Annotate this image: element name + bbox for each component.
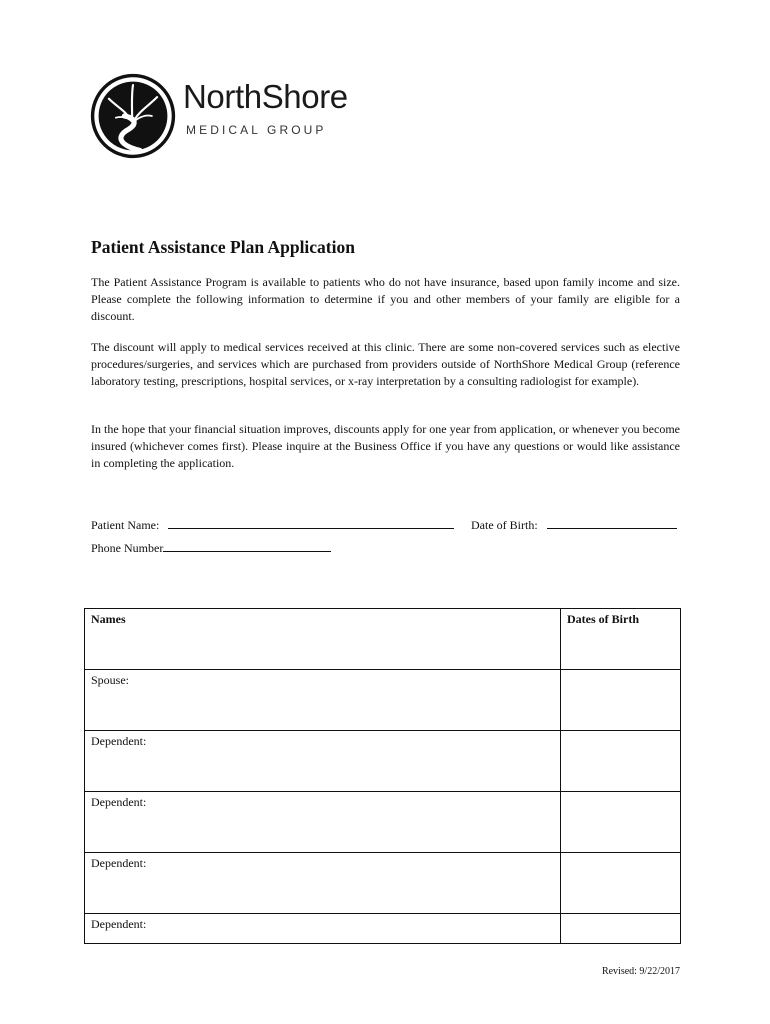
tree-road-emblem-icon [90, 73, 176, 159]
dob-row [471, 516, 677, 533]
dates-of-birth-header: Dates of Birth [561, 609, 681, 670]
dependent-name-cell[interactable] [85, 731, 561, 792]
row-label: Spouse: [91, 673, 130, 687]
dependent-name-cell[interactable] [85, 792, 561, 853]
revised-date: Revised: 9/22/2017 [601, 966, 680, 977]
patient-name-label: Patient Name: [91, 518, 160, 532]
intro-paragraph: The Patient Assistance Program is available to patients who do not have insurance, based upon family income and size. Please complete the following information to determine if you and other members of your family are eligible for a discount. [91, 275, 680, 323]
phone-row [91, 539, 331, 556]
patient-name-row [91, 516, 454, 533]
table-row [85, 731, 681, 792]
dependent-dob-cell[interactable] [561, 792, 681, 853]
brand-subtitle: MEDICAL GROUP [186, 123, 327, 137]
spouse-name-cell[interactable] [85, 670, 561, 731]
patient-name-field[interactable] [168, 516, 454, 529]
page-title: Patient Assistance Plan Application [91, 237, 355, 257]
duration-paragraph: In the hope that your financial situation improves, discounts apply for one year from application, or whenever you become insured (whichever comes first). Please inquire at the Business Office if you have any questions or would like assistance in completing the application. [91, 422, 680, 470]
row-label: Dependent: [91, 917, 147, 931]
discount-paragraph: The discount will apply to medical services received at this clinic. There are some non-covered services such as elective procedures/surgeries, and services which are purchased from providers outside of NorthShore Medical Group (reference laboratory testing, prescriptions, hospital services, or x-ray interpretation by a consulting radiologist for example). [91, 340, 680, 388]
phone-field[interactable] [163, 539, 331, 552]
table-row [85, 792, 681, 853]
dependent-name-cell[interactable] [85, 853, 561, 914]
phone-label: Phone Number [91, 541, 164, 555]
dependent-dob-cell[interactable] [561, 731, 681, 792]
names-header: Names [85, 609, 561, 670]
table-header-row [85, 609, 681, 670]
dependent-dob-cell[interactable] [561, 914, 681, 944]
table-row [85, 670, 681, 731]
dependent-dob-cell[interactable] [561, 853, 681, 914]
dob-label: Date of Birth: [471, 518, 538, 532]
table-row [85, 914, 681, 944]
dependent-name-cell[interactable] [85, 914, 561, 944]
brand-name: NorthShore [183, 78, 348, 115]
row-label: Dependent: [91, 856, 147, 870]
row-label: Dependent: [91, 795, 147, 809]
family-members-table [84, 608, 681, 944]
dob-field[interactable] [547, 516, 677, 529]
row-label: Dependent: [91, 734, 147, 748]
spouse-dob-cell[interactable] [561, 670, 681, 731]
table-row [85, 853, 681, 914]
